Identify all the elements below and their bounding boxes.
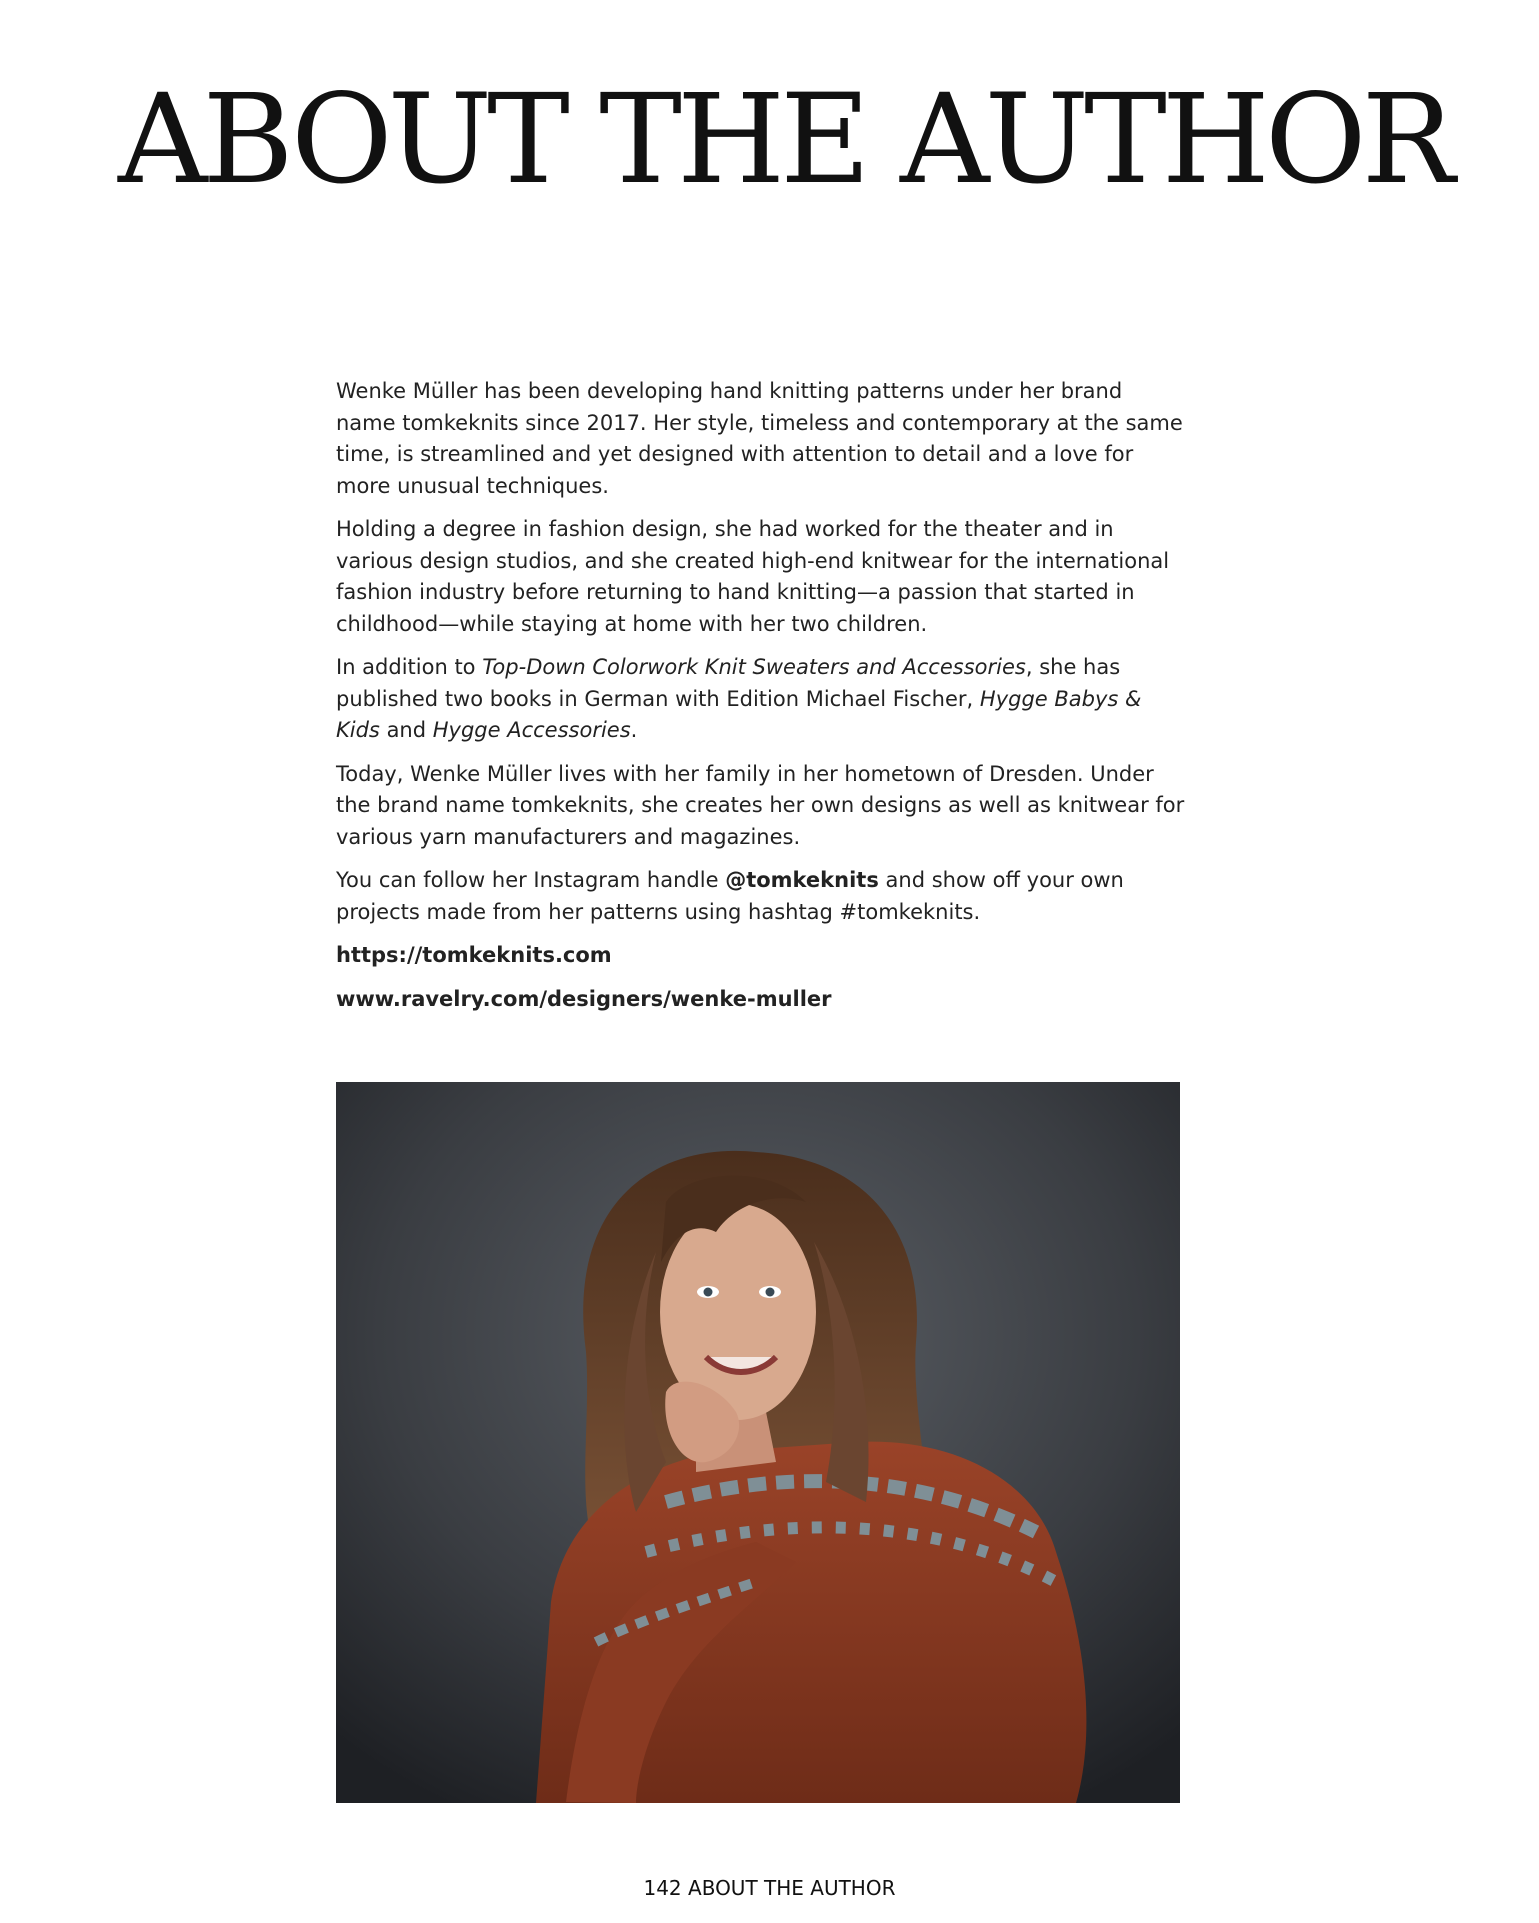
author-bio <box>336 376 1186 1027</box>
author-photo <box>336 1082 1180 1803</box>
book-title-hygge-babys: Hygge Babys & Kids <box>336 686 1142 742</box>
website-link[interactable]: https://tomkeknits.com <box>336 943 612 967</box>
page-title: ABOUT THE AUTHOR <box>118 68 1450 212</box>
instagram-handle[interactable]: @tomkeknits <box>725 868 879 892</box>
bio-paragraph-1: Wenke Müller has been developing hand knitting patterns under her brand name tomkeknits since 2017. Her style, timeless and contemporary at the same time, is streamlined and yet designed with attention to detail and a love for more unusual techniques. <box>336 379 1183 498</box>
right-iris <box>766 1288 775 1297</box>
page-footer: 142 ABOUT THE AUTHOR <box>643 1876 896 1900</box>
bio-paragraph-3-end: . <box>630 718 638 742</box>
bio-paragraph-2: Holding a degree in fashion design, she had worked for the theater and in various design studios, and she created high-end knitwear for the international fashion industry before returning to hand knitting—a passion that started in childhood—while staying at home with her two children. <box>336 517 1170 636</box>
book-title-colorwork: Top-Down Colorwork Knit Sweaters and Accessories <box>482 655 1026 679</box>
bio-paragraph-3 <box>336 652 1186 747</box>
bio-paragraph-3-intro: In addition to <box>336 655 483 679</box>
bio-paragraph-4: Today, Wenke Müller lives with her family in her hometown of Dresden. Under the brand name tomkeknits, she creates her own designs as well as knitwear for various yarn manufacturers and magazines. <box>336 761 1185 849</box>
book-title-hygge-accessories: Hygge Accessories <box>432 718 631 742</box>
bio-paragraph-5-end: and show off your own projects made from her patterns using hashtag #tomkeknits. <box>336 868 1124 924</box>
bio-paragraph-3-and: and <box>379 718 433 742</box>
bio-paragraph-3-mid: , she has published two books in German with Edition Michael Fischer, <box>336 655 1121 711</box>
bio-paragraph-5 <box>336 865 1186 928</box>
author-portrait-image <box>336 1082 1180 1803</box>
ravelry-link[interactable]: www.ravelry.com/designers/wenke-muller <box>336 986 832 1011</box>
left-iris <box>704 1288 713 1297</box>
bio-paragraph-5-intro: You can follow her Instagram handle <box>336 868 726 892</box>
